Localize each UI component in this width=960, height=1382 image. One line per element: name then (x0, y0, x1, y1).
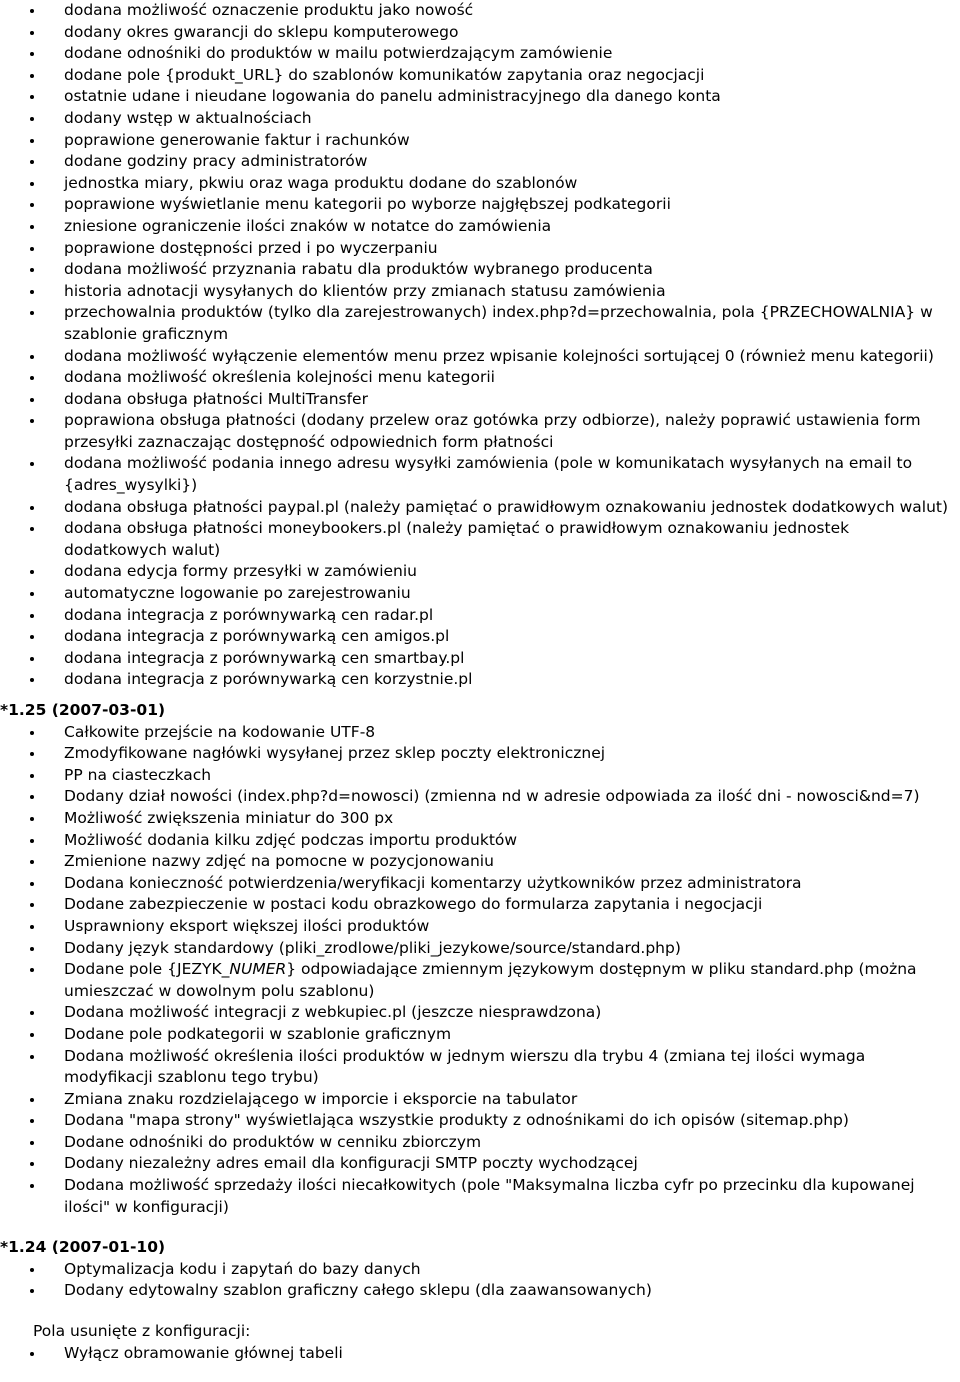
list-item-text: Dodana możliwość określenia ilości produktów w jednym wierszu dla trybu 4 (zmiana tej ilości wymaga modyfikacji szablonu tego trybu) (64, 1046, 866, 1087)
list-item-text: dodana integracja z porównywarką cen korzystnie.pl (64, 670, 473, 689)
list-item-text: poprawione dostępności przed i po wyczerpaniu (64, 238, 438, 257)
bullet-icon (30, 9, 34, 13)
bullet-icon (30, 1162, 34, 1166)
list-item-text: poprawione generowanie faktur i rachunków (64, 130, 410, 149)
bullet-icon (30, 795, 34, 799)
list-item (0, 583, 960, 605)
list-item (0, 648, 960, 670)
bullet-icon (30, 860, 34, 864)
bullet-icon (30, 570, 34, 574)
list-item (0, 1259, 960, 1281)
list-item-text-before: Dodane pole {JEZYK_ (64, 960, 230, 979)
bullet-icon (30, 376, 34, 380)
bullet-icon (30, 903, 34, 907)
list-item-text: historia adnotacji wysyłanych do klientów przy zmianach statusu zamówienia (64, 281, 666, 300)
list-item (0, 1002, 960, 1024)
list-item (0, 259, 960, 281)
list-item (0, 367, 960, 389)
list-item (0, 389, 960, 411)
list-item-text-after: } odpowiadające zmiennym językowym dostępnym w pliku standard.php (można umieszczać w dowolnym polu szablonu) (64, 960, 917, 1000)
list-item-text-italic: NUMER (229, 960, 287, 979)
changelog-list-1-24 (0, 1259, 960, 1302)
list-item-text: dodana edycja formy przesyłki w zamówieniu (64, 562, 417, 581)
bullet-icon (30, 731, 34, 735)
bullet-icon (30, 678, 34, 682)
bullet-icon (30, 1141, 34, 1145)
list-item (0, 1280, 960, 1302)
list-item (0, 173, 960, 195)
list-item (0, 410, 960, 453)
list-item-text: Dodana możliwość integracji z webkupiec.pl (jeszcze niesprawdzona) (64, 1003, 602, 1022)
bullet-icon (30, 398, 34, 402)
list-item-text: ostatnie udane i nieudane logowania do panelu administracyjnego dla danego konta (64, 87, 721, 106)
list-item (0, 302, 960, 345)
list-item-text: dodana integracja z porównywarką cen radar.pl (64, 605, 434, 624)
list-item-text: Dodany język standardowy (pliki_zrodlowe/pliki_jezykowe/source/standard.php) (64, 938, 681, 957)
bullet-icon (30, 74, 34, 78)
list-item-text: dodana możliwość podania innego adresu wysyłki zamówienia (pole w komunikatach wysyłanych na email to {adres_wysylki}) (64, 454, 913, 495)
bullet-icon (30, 614, 34, 618)
list-item-text: Dodany niezależny adres email dla konfiguracji SMTP poczty wychodzącej (64, 1154, 638, 1173)
list-item-text: Dodane pole podkategorii w szablonie graficznym (64, 1024, 452, 1043)
bullet-icon (30, 139, 34, 143)
version-heading-1-24: *1.24 (2007-01-10) (0, 1238, 166, 1257)
list-item (0, 453, 960, 496)
bullet-icon (30, 117, 34, 121)
list-item-text: poprawiona obsługa płatności (dodany przelew oraz gotówka przy odbiorze), należy poprawić ustawienia form przesyłki zaznaczając dostępność odpowiednich form płatności (64, 411, 921, 451)
list-item-text: Dodane zabezpieczenie w postaci kodu obrazkowego do formularza zapytania i negocjacji (64, 895, 763, 914)
bullet-icon (30, 1289, 34, 1293)
list-item (0, 722, 960, 744)
bullet-icon (30, 817, 34, 821)
bullet-icon (30, 1184, 34, 1188)
bullet-icon (30, 657, 34, 661)
list-item (0, 851, 960, 873)
list-item (0, 497, 960, 519)
list-item (0, 894, 960, 916)
bullet-icon (30, 311, 34, 315)
list-item-text: Dodane odnośniki do produktów w cenniku zbiorczym (64, 1132, 482, 1151)
list-item (0, 626, 960, 648)
list-item-text: poprawione wyświetlanie menu kategorii po wyborze najgłębszej podkategorii (64, 195, 671, 214)
bullet-icon (30, 1011, 34, 1015)
list-item (0, 346, 960, 368)
bullet-icon (30, 268, 34, 272)
list-item-text: Dodany dział nowości (index.php?d=nowosci) (zmienna nd w adresie odpowiada za ilość dni - nowosci&nd=7) (64, 787, 920, 806)
list-item (0, 194, 960, 216)
removed-fields-list (0, 1343, 960, 1365)
list-item (0, 786, 960, 808)
list-item-text: dodana możliwość określenia kolejności menu kategorii (64, 368, 495, 387)
bullet-icon (30, 31, 34, 35)
bullet-icon (30, 1268, 34, 1272)
list-item-text: Dodany edytowalny szablon graficzny całego sklepu (dla zaawansowanych) (64, 1281, 652, 1300)
list-item (0, 1343, 960, 1365)
bullet-icon (30, 95, 34, 99)
bullet-icon (30, 968, 34, 972)
list-item-text: zniesione ograniczenie ilości znaków w notatce do zamówienia (64, 216, 552, 235)
list-item-text: przechowalnia produktów (tylko dla zarejestrowanych) index.php?d=przechowalnia, pola {PRZECHOWALNIA} w szablonie graficznym (64, 303, 933, 343)
version-heading-1-25: *1.25 (2007-03-01) (0, 701, 166, 719)
list-item (0, 1153, 960, 1175)
list-item-text: Zmodyfikowane nagłówki wysyłanej przez sklep poczty elektronicznej (64, 744, 606, 763)
list-item-text: Optymalizacja kodu i zapytań do bazy danych (64, 1259, 421, 1278)
list-item-text: dodane odnośniki do produktów w mailu potwierdzającym zamówienie (64, 44, 613, 63)
list-item (0, 916, 960, 938)
list-item-text: Dodana możliwość sprzedaży ilości niecałkowitych (pole "Maksymalna liczba cyfr po przecinku dla kupowanej ilości" w konfiguracji) (64, 1176, 915, 1216)
bullet-icon (30, 1119, 34, 1123)
bullet-icon (30, 1033, 34, 1037)
list-item-text: dodana obsługa płatności paypal.pl (należy pamiętać o prawidłowym oznakowaniu jednostek dodatkowych walut) (64, 497, 949, 516)
list-item (0, 1024, 960, 1046)
list-item (0, 151, 960, 173)
bullet-icon (30, 527, 34, 531)
list-item-text: dodana integracja z porównywarką cen amigos.pl (64, 627, 450, 646)
list-item (0, 959, 960, 1002)
list-item-text: Dodana "mapa strony" wyświetlająca wszystkie produkty z odnośnikami do ich opisów (sitemap.php) (64, 1111, 849, 1130)
list-item-text: Zmienione nazwy zdjęć na pomocne w pozycjonowaniu (64, 852, 494, 871)
list-item (0, 765, 960, 787)
bullet-icon (30, 947, 34, 951)
list-item-text: PP na ciasteczkach (64, 765, 212, 784)
list-item (0, 873, 960, 895)
bullet-icon (30, 203, 34, 207)
list-item-text: dodana integracja z porównywarką cen smartbay.pl (64, 648, 465, 667)
changelog-list-1-25-jezyk (0, 959, 960, 1002)
bullet-icon (30, 52, 34, 56)
bullet-icon (30, 182, 34, 186)
list-item (0, 669, 960, 691)
changelog-list-1-25-continued (0, 1002, 960, 1218)
list-item-text: dodany wstęp w aktualnościach (64, 108, 312, 127)
bullet-icon (30, 419, 34, 423)
list-item-text: Dodana konieczność potwierdzenia/weryfikacji komentarzy użytkowników przez administratora (64, 873, 802, 892)
bullet-icon (30, 160, 34, 164)
list-item-text: Zmiana znaku rozdzielającego w imporcie i eksporcie na tabulator (64, 1089, 578, 1108)
list-item (0, 1132, 960, 1154)
list-item (0, 1089, 960, 1111)
bullet-icon (30, 1352, 34, 1356)
list-item (0, 1175, 960, 1218)
list-item-text: Możliwość dodania kilku zdjęć podczas importu produktów (64, 830, 518, 849)
list-item (0, 238, 960, 260)
list-item-text: Usprawniony eksport większej ilości produktów (64, 916, 430, 935)
bullet-icon (30, 752, 34, 756)
list-item-text: dodane pole {produkt_URL} do szablonów komunikatów zapytania oraz negocjacji (64, 65, 705, 84)
bullet-icon (30, 506, 34, 510)
list-item-text: Całkowite przejście na kodowanie UTF-8 (64, 722, 376, 741)
bullet-icon (30, 839, 34, 843)
list-item (0, 86, 960, 108)
list-item (0, 1110, 960, 1132)
bullet-icon (30, 247, 34, 251)
list-item (0, 65, 960, 87)
bullet-icon (30, 925, 34, 929)
bullet-icon (30, 462, 34, 466)
list-item-text: jednostka miary, pkwiu oraz waga produktu dodane do szablonów (64, 173, 578, 192)
list-item (0, 605, 960, 627)
bullet-icon (30, 1098, 34, 1102)
list-item (0, 22, 960, 44)
list-item (0, 808, 960, 830)
bullet-icon (30, 290, 34, 294)
list-item-text: dodana możliwość wyłączenie elementów menu przez wpisanie kolejności sortującej 0 (również menu kategorii) (64, 346, 934, 365)
list-item (0, 518, 960, 561)
list-item (0, 938, 960, 960)
list-item-text: dodana możliwość oznaczenie produktu jako nowość (64, 1, 474, 19)
list-item (0, 1046, 960, 1089)
list-item (0, 130, 960, 152)
list-item (0, 281, 960, 303)
list-item (0, 216, 960, 238)
list-item-text: dodany okres gwarancji do sklepu komputerowego (64, 22, 459, 41)
list-item-text: dodana obsługa płatności moneybookers.pl (należy pamiętać o prawidłowym oznakowaniu jednostek dodatkowych walut) (64, 519, 850, 559)
list-item-text: automatyczne logowanie po zarejestrowaniu (64, 584, 411, 603)
bullet-icon (30, 592, 34, 596)
list-item (0, 43, 960, 65)
list-item-text: Wyłącz obramowanie głównej tabeli (64, 1343, 343, 1362)
removed-fields-label: Pola usunięte z konfiguracji: (33, 1322, 251, 1341)
list-item-text: dodana możliwość przyznania rabatu dla produktów wybranego producenta (64, 260, 653, 279)
list-item-text: dodane godziny pracy administratorów (64, 152, 368, 171)
bullet-icon (30, 635, 34, 639)
changelog-list-1-25 (0, 722, 960, 960)
list-item (0, 743, 960, 765)
list-item (0, 561, 960, 583)
bullet-icon (30, 1055, 34, 1059)
list-item-text: Możliwość zwiększenia miniatur do 300 px (64, 808, 394, 827)
bullet-icon (30, 882, 34, 886)
list-item-text: dodana obsługa płatności MultiTransfer (64, 389, 368, 408)
list-item (0, 830, 960, 852)
list-item (0, 108, 960, 130)
bullet-icon (30, 774, 34, 778)
bullet-icon (30, 355, 34, 359)
list-item (0, 0, 960, 22)
bullet-icon (30, 225, 34, 229)
